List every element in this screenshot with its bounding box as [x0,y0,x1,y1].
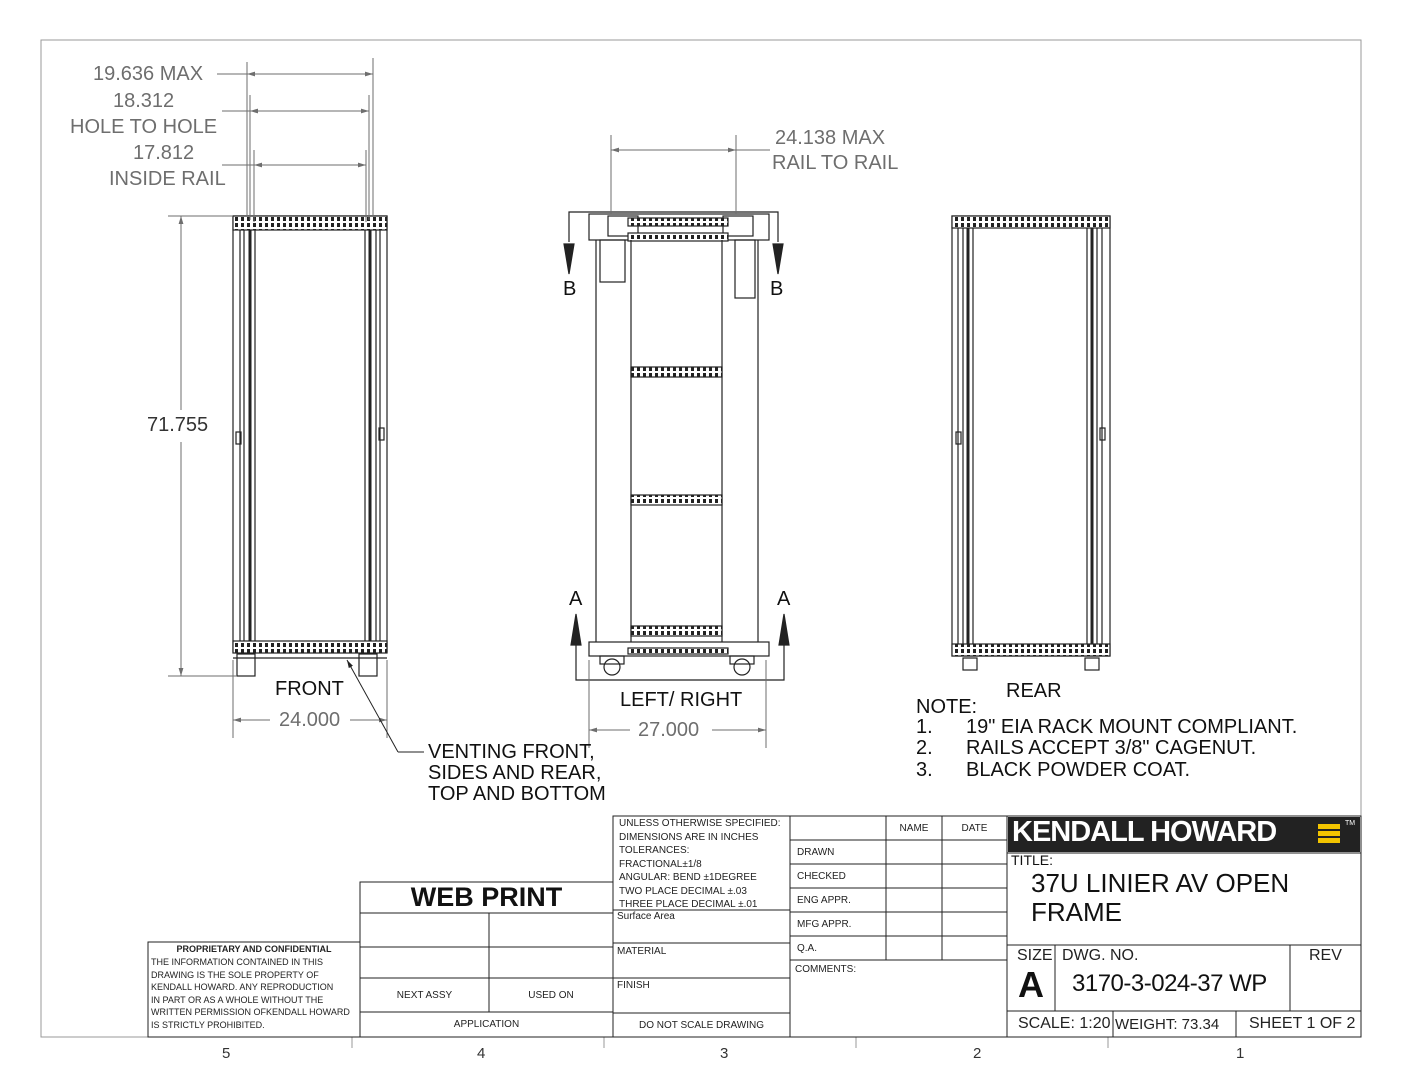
title-label: TITLE: [1011,852,1054,868]
note-1-text: 19" EIA RACK MOUNT COMPLIANT. [966,716,1298,738]
spec-line: DIMENSIONS ARE IN INCHES [619,831,759,843]
proprietary-line: THE INFORMATION CONTAINED IN THIS [151,957,324,967]
dim-height: 71.755 [147,414,209,436]
note-2-text: RAILS ACCEPT 3/8" CAGENUT. [966,737,1257,759]
dwg-no-value: 3170-3-024-37 WP [1072,970,1267,997]
row-checked: CHECKED [797,871,846,882]
venting-line-3: TOP AND BOTTOM [428,783,606,805]
section-b-left: B [563,278,577,300]
tolerance-spec [619,817,781,912]
zone-5: 5 [222,1045,231,1062]
zone-ticks [352,1037,1108,1048]
dwg-no-label: DWG. NO. [1062,947,1139,964]
note-2-num: 2. [916,737,933,759]
zone-2: 2 [973,1045,982,1062]
date-header: DATE [961,823,988,834]
surface-area-label: Surface Area [617,911,675,922]
front-dimensions [168,58,387,738]
zone-1: 1 [1236,1045,1245,1062]
scale-value: SCALE: 1:20 [1018,1015,1111,1032]
note-3-num: 3. [916,759,933,781]
comments-label: COMMENTS: [795,964,857,975]
note-3-text: BLACK POWDER COAT. [966,759,1191,781]
dim-inside-rail-label: INSIDE RAIL [109,168,226,190]
brand-accent [1318,824,1340,843]
web-print-label: WEB PRINT [410,882,563,912]
drawing-title-line-1: 37U LINIER AV OPEN [1031,868,1290,898]
section-a-left: A [569,588,583,610]
spec-line: TOLERANCES: [619,845,690,856]
dim-hole-to-hole-label: HOLE TO HOLE [70,116,218,138]
spec-line: UNLESS OTHERWISE SPECIFIED: [619,818,781,829]
rear-view [952,216,1110,670]
rear-view-label: REAR [1006,680,1062,702]
venting-callout [428,742,606,805]
side-view [589,214,769,675]
material-label: MATERIAL [617,946,667,957]
section-a-right: A [777,588,791,610]
dim-overall-width: 19.636 MAX [93,63,204,85]
used-on-label: USED ON [528,990,574,1001]
sheet-value: SHEET 1 OF 2 [1249,1015,1356,1032]
proprietary-text [151,956,350,1031]
notes-heading: NOTE: [916,696,978,718]
dim-rail-to-rail-label: RAIL TO RAIL [772,152,899,174]
size-value: A [1018,964,1044,1005]
row-qa: Q.A. [797,943,818,954]
row-drawn: DRAWN [797,847,835,858]
proprietary-line: IN PART OR AS A WHOLE WITHOUT THE [151,994,324,1005]
spec-line: TWO PLACE DECIMAL ±.03 [619,885,747,897]
dim-side-depth: 27.000 [638,719,700,741]
do-not-scale-label: DO NOT SCALE DRAWING [638,1020,764,1031]
front-view-label: FRONT [275,678,344,700]
brand-logo: KENDALL HOWARD [1012,816,1277,848]
size-label: SIZE [1017,947,1053,964]
next-assy-label: NEXT ASSY [396,990,453,1001]
venting-line-1: VENTING FRONT, [428,741,595,763]
note-1-num: 1. [916,716,933,738]
name-header: NAME [899,823,929,834]
section-b-right: B [770,278,784,300]
proprietary-line: IS STRICTLY PROHIBITED. [151,1019,265,1030]
row-mfg-appr: MFG APPR. [797,919,852,930]
finish-label: FINISH [617,980,650,991]
spec-line: FRACTIONAL±1/8 [619,858,702,870]
rev-label: REV [1309,947,1342,964]
application-label: APPLICATION [453,1019,520,1030]
drawing-title-line-2: FRAME [1031,897,1122,927]
side-view-label: LEFT/ RIGHT [620,689,743,711]
proprietary-line: KENDALL HOWARD. ANY REPRODUCTION [151,982,334,992]
spec-line: ANGULAR: BEND ±1DEGREE [619,872,757,883]
brand-tm: TM [1345,820,1356,827]
weight-value: WEIGHT: 73.34 [1115,1016,1220,1033]
dim-inside-rail: 17.812 [133,142,195,164]
front-view [233,216,387,676]
proprietary-line: WRITTEN PERMISSION OFKENDALL HOWARD [151,1007,350,1017]
dim-front-width: 24.000 [279,709,341,731]
proprietary-line: DRAWING IS THE SOLE PROPERTY OF [151,969,319,980]
dim-rail-to-rail: 24.138 MAX [775,127,886,149]
row-eng-appr: ENG APPR. [797,895,851,906]
proprietary-heading: PROPRIETARY AND CONFIDENTIAL [176,944,332,954]
dim-hole-to-hole: 18.312 [113,90,175,112]
zone-3: 3 [720,1045,729,1062]
zone-4: 4 [477,1045,486,1062]
venting-line-2: SIDES AND REAR, [428,762,602,784]
spec-line: THREE PLACE DECIMAL ±.01 [619,899,758,910]
